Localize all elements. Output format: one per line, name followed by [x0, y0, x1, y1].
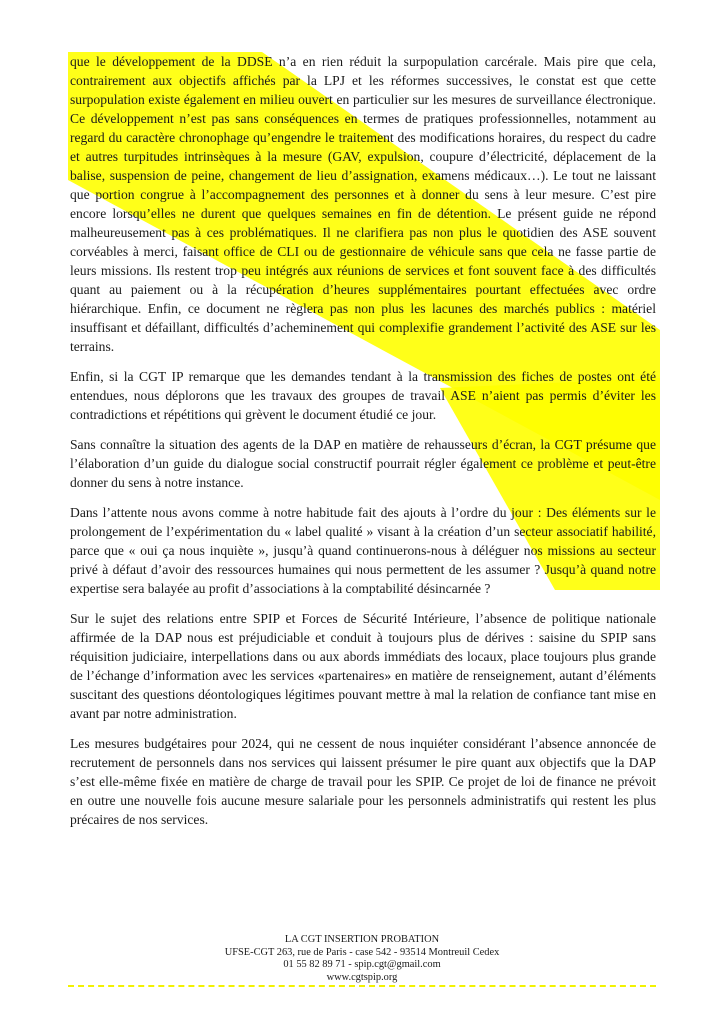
document-body — [70, 52, 656, 840]
footer-org: LA CGT INSERTION PROBATION — [284, 934, 440, 945]
paragraph: que le développement de la DDSE n’a en rien réduit la surpopulation carcérale. Mais pire que cela, contrairement aux objectifs affichés par la LPJ et les réformes successives, le constat est que cette surpopulation existe également en milieu ouvert en particulier sur les mesures de surveillance électronique. Ce développement n’est pas sans conséquences en termes de pratiques professionnelles, notamment au regard du caractère chronophage qu’engendre le traitement des modifications horaires, du respect du cadre et autres turpitudes intrinsèques à la mesure (GAV, expulsion, coupure d’électricité, déplacement de la balise, suspension de peine, changement de lieu d’assignation, examens médicaux…). Le tout ne laissant que portion congrue à l’accompagnement des personnes et à donner du sens à leur mesure. C’est pire encore lorsqu’elles ne durent que quelques semaines en fin de détention. Le présent guide ne répond malheureusement pas à ces problématiques. Il ne clarifiera pas non plus le quotidien des ASE souvent corvéables à merci, faisant office de CLI ou de gestionnaire de véhicule sans que cela ne fasse partie de leurs missions. Ils restent trop peu intégrés aux réunions de services et font souvent face à des difficultés quant au paiement ou à la récupération d’heures supplémentaires pourtant effectuées avec ordre hiérarchique. Enfin, ce document ne règlera pas non plus les lacunes des marchés publics : matériel insuffisant et défaillant, difficultés d’acheminement qui complexifie grandement l’activité des ASE sur les terrains. — [70, 54, 656, 354]
page-footer — [0, 934, 724, 984]
paragraph: Les mesures budgétaires pour 2024, qui ne cessent de nous inquiéter considérant l’absence annoncée de recrutement de personnels dans nos services qui laissent présumer le pire quant aux objectifs que la DAP s’est elle-même fixée en matière de charge de travail pour les SPIP. Ce projet de loi de finance ne prévoit en outre une nouvelle fois aucune mesure salariale pour les personnels administratifs qui restent les plus précaires de nos services. — [70, 736, 656, 827]
footer-website: www.cgtspip.org — [326, 971, 398, 983]
paragraph: Sans connaître la situation des agents de la DAP en matière de rehausseurs d’écran, la CGT présume que l’élaboration d’un guide du dialogue social constructif pourrait régler également ce problème et peut-être donner du sens à notre instance. — [70, 437, 656, 490]
footer-address: UFSE-CGT 263, rue de Paris - case 542 - 93514 Montreuil Cedex — [224, 946, 500, 958]
footer-dashed-rule — [68, 985, 656, 987]
paragraph: Dans l’attente nous avons comme à notre habitude fait des ajouts à l’ordre du jour : Des éléments sur le prolongement de l’expérimentation du « label qualité » visant à la création d’un secteur associatif habilité, parce que « oui ça nous inquiète », jusqu’à quand continuerons-nous à déléguer nos missions au secteur privé à défaut d’avoir des ressources humaines qui nous permettent de les assumer ? Jusqu’à quand notre expertise sera balayée au profit d’associations à la comptabilité désincarnée ? — [70, 505, 656, 596]
paragraph: Sur le sujet des relations entre SPIP et Forces de Sécurité Intérieure, l’absence de politique nationale affirmée de la DAP nous est préjudiciable et conduit à toujours plus de dérives : saisine du SPIP sans réquisition judiciaire, interpellations dans ou aux abords immédiats des locaux, place toujours plus grande de l’échange d’information avec les services «partenaires» en matière de renseignement, autant d’éléments suscitant des questions déontologiques légitimes pouvant mettre à mal la relation de confiance tant mise en avant par notre administration. — [70, 611, 656, 721]
paragraph: Enfin, si la CGT IP remarque que les demandes tendant à la transmission des fiches de postes ont été entendues, nous déplorons que les travaux des groupes de travail ASE n’aient pas permis d’éviter les contradictions et répétitions qui grèvent le document étudié ce jour. — [70, 369, 656, 422]
footer-contact: 01 55 82 89 71 - spip.cgt@gmail.com — [283, 959, 441, 971]
